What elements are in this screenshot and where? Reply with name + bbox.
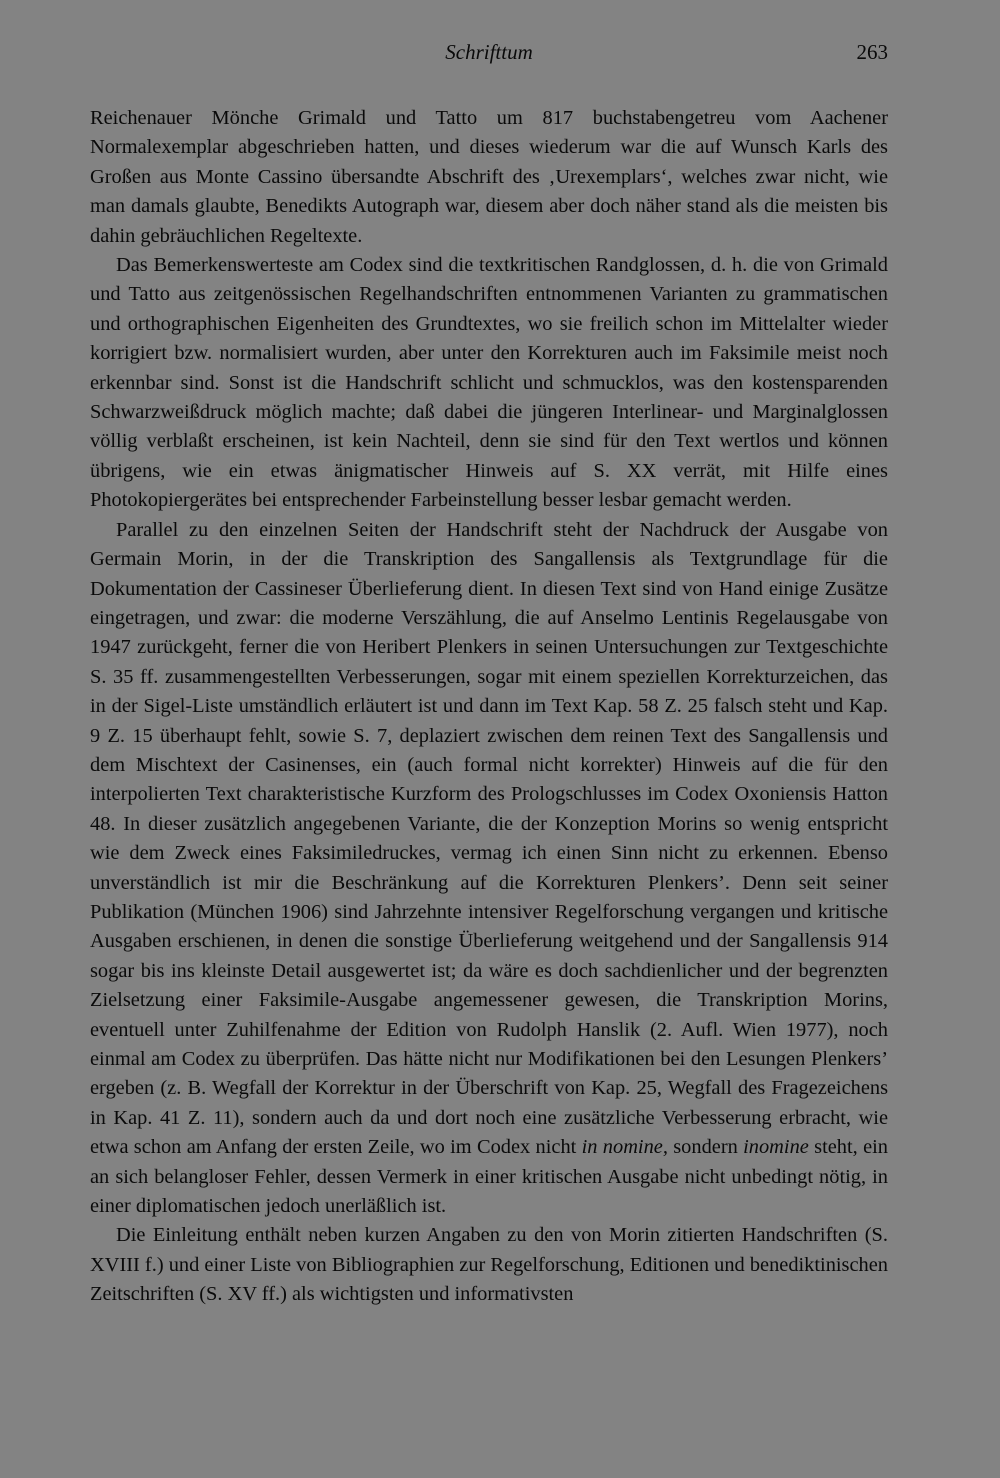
italic-inomine: inomine [743,1136,809,1159]
italic-in-nomine: in nomine, [581,1136,668,1159]
paragraph-3 [90,516,888,1222]
paragraph-3-text-before: Parallel zu den einzelnen Seiten der Handschrift steht der Nachdruck der Ausgabe von Germain Morin, in der die Transkription des Sangallensis als Textgrundlage für die Dokumentation der Cassineser Überlieferung dient. In diesen Text sind von Hand einige Zusätze eingetragen, und zwar: die moderne Verszählung, die auf Anselmo Lentinis Regelausgabe von 1947 zurückgeht, ferner die von Heribert Plenkers in seinen Untersuchungen zur Textgeschichte S. 35 ff. zusammengestellten Verbesserungen, sogar mit einem speziellen Korrekturzeichen, das in der Sigel-Liste umständlich erläutert ist und dann im Text Kap. 58 Z. 25 falsch steht und Kap. 9 Z. 15 überhaupt fehlt, sowie S. 7, deplaziert zwischen dem reinen Text des Sangallensis und dem Mischtext der Casinenses, ein (auch formal nicht korrekter) Hinweis auf die für den interpolierten Text charakteristische Kurzform des Prologschlusses im Codex Oxoniensis Hatton 48. In dieser zusätzlich angegebenen Variante, die der Konzeption Morins so wenig entspricht wie dem Zweck eines Faksimiledruckes, vermag ich einen Sinn nicht zu erkennen. Ebenso unverständlich ist mir die Beschränkung auf die Korrekturen Plenkers’. Denn seit seiner Publikation (München 1906) sind Jahrzehnte intensiver Regelforschung vergangen und kritische Ausgaben erschienen, in denen die sonstige Überlieferung weitgehend und der Sangallensis 914 sogar bis ins kleinste Detail ausgewertet ist; da wäre es doch sachdienlicher und der begrenzten Zielsetzung einer Faksimile-Ausgabe angemessener gewesen, die Transkription Morins, eventuell unter Zuhilfenahme der Edition von Rudolph Hanslik (2. Aufl. Wien 1977), noch einmal am Codex zu überprüfen. Das hätte nicht nur Modifikationen bei den Lesungen Plenkers’ ergeben (z. B. Wegfall der Korrektur in der Überschrift von Kap. 25, Wegfall des Fragezeichens in Kap. 41 Z. 11), sondern auch da und dort noch eine zusätzliche Verbesserung erbracht, wie etwa schon am Anfang der ersten Zeile, wo im Codex nicht [90,518,888,1159]
paragraph-3-text-after: steht, ein an sich belangloser Fehler, dessen Vermerk in einer kritischen Ausgabe nicht unbedingt nötig, in einer diplomatischen jedoch unerläßlich ist. [90,1136,888,1218]
page-number: 263 [856,40,888,64]
paragraph-1: Reichenauer Mönche Grimald und Tatto um 817 buchstabengetreu vom Aachener Normalexemplar abgeschrieben hatten, und dieses wiederum war die auf Wunsch Karls des Großen aus Monte Cassino übersandte Abschrift des ‚Urexemplars‘, welches zwar nicht, wie man damals glaubte, Benedikts Autograph war, diesem aber doch näher stand als die meisten bis dahin gebräuchlichen Regeltexte. [90,107,888,247]
body-text [90,104,888,1310]
paragraph-4: Die Einleitung enthält neben kurzen Angaben zu den von Morin zitierten Handschriften (S. XVIII f.) und einer Liste von Bibliographien zur Regelforschung, Editionen und benediktinischen Zeitschriften (S. XV ff.) als wichtigsten und informativsten [90,1224,888,1306]
page-header [90,40,888,72]
paragraph-3-text-middle: sondern [667,1136,744,1159]
running-title: Schrifttum [445,40,533,64]
paragraph-2: Das Bemerkenswerteste am Codex sind die textkritischen Randglossen, d. h. die von Grimald und Tatto aus zeitgenössischen Regelhandschriften entnommenen Varianten zu grammatischen und orthographischen Eigenheiten des Grundtextes, wo sie freilich schon im Mittelalter wieder korrigiert bzw. normalisiert wurden, aber unter den Korrekturen auch im Faksimile meist noch erkennbar sind. Sonst ist die Handschrift schlicht und schmucklos, was den kostensparenden Schwarzweißdruck möglich machte; daß dabei die jüngeren Interlinear- und Marginalglossen völlig verblaßt erscheinen, ist kein Nachteil, denn sie sind für den Text wertlos und können übrigens, wie ein etwas änigmatischer Hinweis auf S. XX verrät, mit Hilfe eines Photokopiergerätes bei entsprechender Farbeinstellung besser lesbar gemacht werden. [90,254,888,512]
